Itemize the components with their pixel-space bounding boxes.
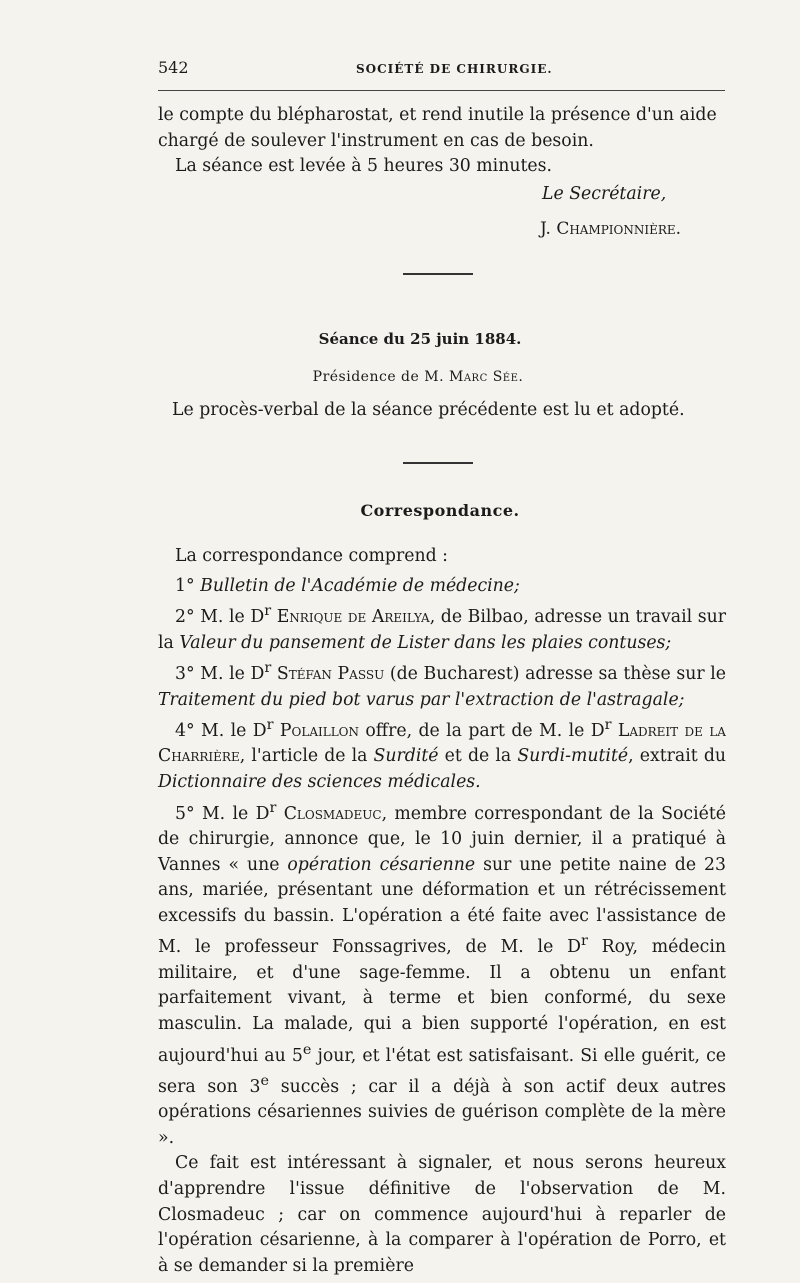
secretary-initial: J. — [540, 219, 551, 239]
page-number: 542 — [158, 58, 189, 77]
closing-line-1: le compte du blépharostat, et rend inutile la présence d'un aide — [158, 105, 717, 125]
correspondence-body — [158, 544, 726, 1279]
correspondence-item-5: 5° M. le $D^r$ Closmadeuc, membre correspondant de la Société de chirurgie, annonce que, le 10 juin dernier, il a pratiqué à Vannes « une opération césarienne sur une petite naine de 23 ans, mariée, présentant une déformation et un rétrécissement excessifs du bassin. L'opération a été faite avec l'assistance de M. le professeur Fonssagrives, de M. le $D^r$ Roy, médecin militaire, et d'une sage-femme. Il a obtenu un enfant parfaitement vivant, à terme et bien conformé, du sexe masculin. La malade, qui a bien supporté l'opération, en est aujourd'hui au 5e jour, et l'état est satisfaisant. Si elle guérit, ce sera son 3e succès ; car il a déjà à son actif deux autres opérations césariennes suivies de guérison complète de la mère ». — [158, 799, 727, 1148]
presidency-line — [0, 369, 800, 385]
running-title: SOCIÉTÉ DE CHIRURGIE. — [356, 62, 553, 76]
section-separator-2 — [403, 462, 473, 464]
correspondence-heading: Correspondance. — [360, 501, 520, 520]
secretary-name: Championnière. — [556, 219, 682, 239]
minutes-line: Le procès-verbal de la séance précédente est lu et adopté. — [172, 400, 685, 420]
president-name: Marc Sée. — [449, 369, 524, 385]
closing-paragraph — [158, 103, 726, 180]
secretary-role: Le Secrétaire, — [542, 184, 667, 204]
correspondence-item-1: 1° Bulletin de l'Académie de médecine; — [175, 575, 520, 596]
presidency-prefix: Présidence de M. — [312, 369, 445, 385]
correspondence-item-4: 4° M. le $D^r$ Polaillon offre, de la part de M. le $D^r$ Ladreit de la Charrière, l'article de la Surdité et de la Surdi-mutité, extrait du Dictionnaire des sciences médicales. — [158, 717, 727, 793]
correspondence-intro: La correspondance comprend : — [175, 546, 448, 566]
secretary-signature — [540, 219, 681, 239]
closing-line-2: chargé de soulever l'instrument en cas de besoin. — [158, 130, 594, 151]
header-rule — [158, 90, 725, 91]
commentary-paragraph: Ce fait est intéressant à signaler, et nous serons heureux d'apprendre l'issue définitive de l'observation de M. Closmadeuc ; car on commence aujourd'hui à reparler de l'opération césarienne, à la comparer à l'opération de Porro, et à se demander si la première — [158, 1153, 726, 1276]
correspondence-item-2: 2° M. le $D^r$ Enrique de Areilya, de Bilbao, adresse un travail sur la Valeur du pansement de Lister dans les plaies contuses; — [158, 603, 726, 653]
session-title: Séance du 25 juin 1884. — [318, 330, 522, 348]
adjournment-line: La séance est levée à 5 heures 30 minutes. — [175, 156, 553, 177]
section-separator — [403, 273, 473, 275]
correspondence-item-3: 3° M. le $D^r$ Stéfan Passu (de Bucharest) adresse sa thèse sur le Traitement du pied bot varus par l'extraction de l'astragale; — [158, 660, 727, 710]
